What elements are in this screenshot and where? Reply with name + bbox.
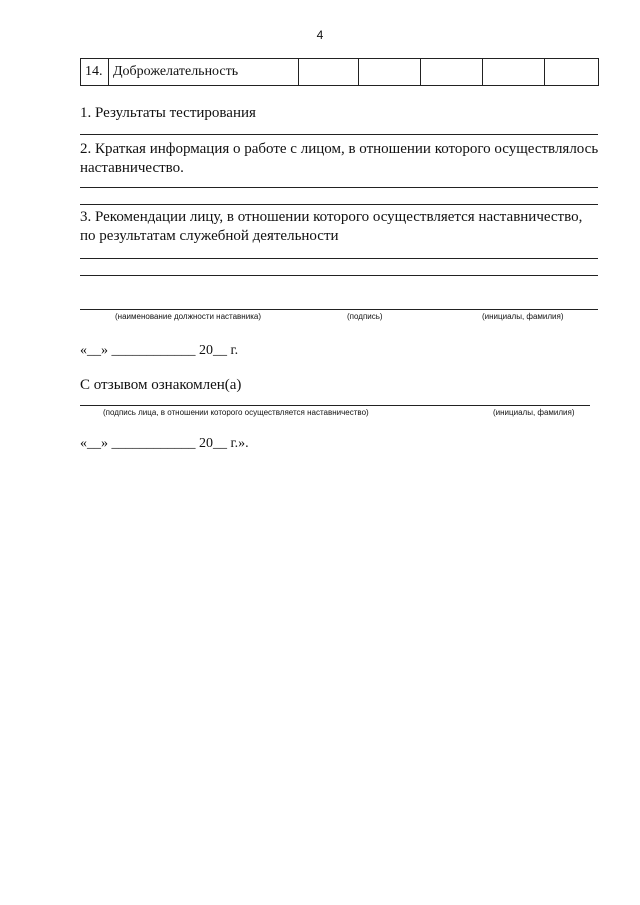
acknowledgement-title: С отзывом ознакомлен(а) bbox=[80, 377, 242, 393]
mentor-signature-caption: (подпись) bbox=[347, 312, 383, 321]
fill-line bbox=[80, 134, 598, 135]
criteria-number-cell: 14. bbox=[81, 59, 109, 86]
ack-name-caption: (инициалы, фамилия) bbox=[493, 408, 575, 417]
table-row bbox=[81, 59, 599, 86]
mentor-position-caption: (наименование должности наставника) bbox=[115, 312, 261, 321]
criteria-label-cell: Доброжелательность bbox=[109, 59, 299, 86]
fill-line bbox=[80, 258, 598, 259]
fill-line bbox=[80, 275, 598, 276]
score-cell bbox=[483, 59, 545, 86]
ack-date-line: «__» ____________ 20__ г.». bbox=[80, 436, 249, 451]
fill-line bbox=[80, 204, 598, 205]
score-cell bbox=[421, 59, 483, 86]
mentor-date-line: «__» ____________ 20__ г. bbox=[80, 343, 239, 358]
ack-signature-caption: (подпись лица, в отношении которого осуществляется наставничество) bbox=[103, 408, 369, 417]
score-cell bbox=[359, 59, 421, 86]
section2-line2: наставничество. bbox=[80, 160, 184, 176]
page-number: 4 bbox=[316, 28, 324, 42]
section1-title: 1. Результаты тестирования bbox=[80, 105, 256, 121]
fill-line bbox=[80, 187, 598, 188]
section2-line1: 2. Краткая информация о работе с лицом, в отношении которого осуществлялось bbox=[80, 141, 599, 157]
score-cell bbox=[299, 59, 359, 86]
section3-line2: по результатам служебной деятельности bbox=[80, 228, 339, 244]
mentor-signature-line bbox=[80, 309, 598, 310]
ack-signature-line bbox=[80, 405, 590, 406]
section3-line1: 3. Рекомендации лицу, в отношении которого осуществляется наставничество, bbox=[80, 209, 583, 225]
score-cell bbox=[545, 59, 599, 86]
mentor-name-caption: (инициалы, фамилия) bbox=[482, 312, 564, 321]
criteria-table bbox=[80, 58, 599, 86]
